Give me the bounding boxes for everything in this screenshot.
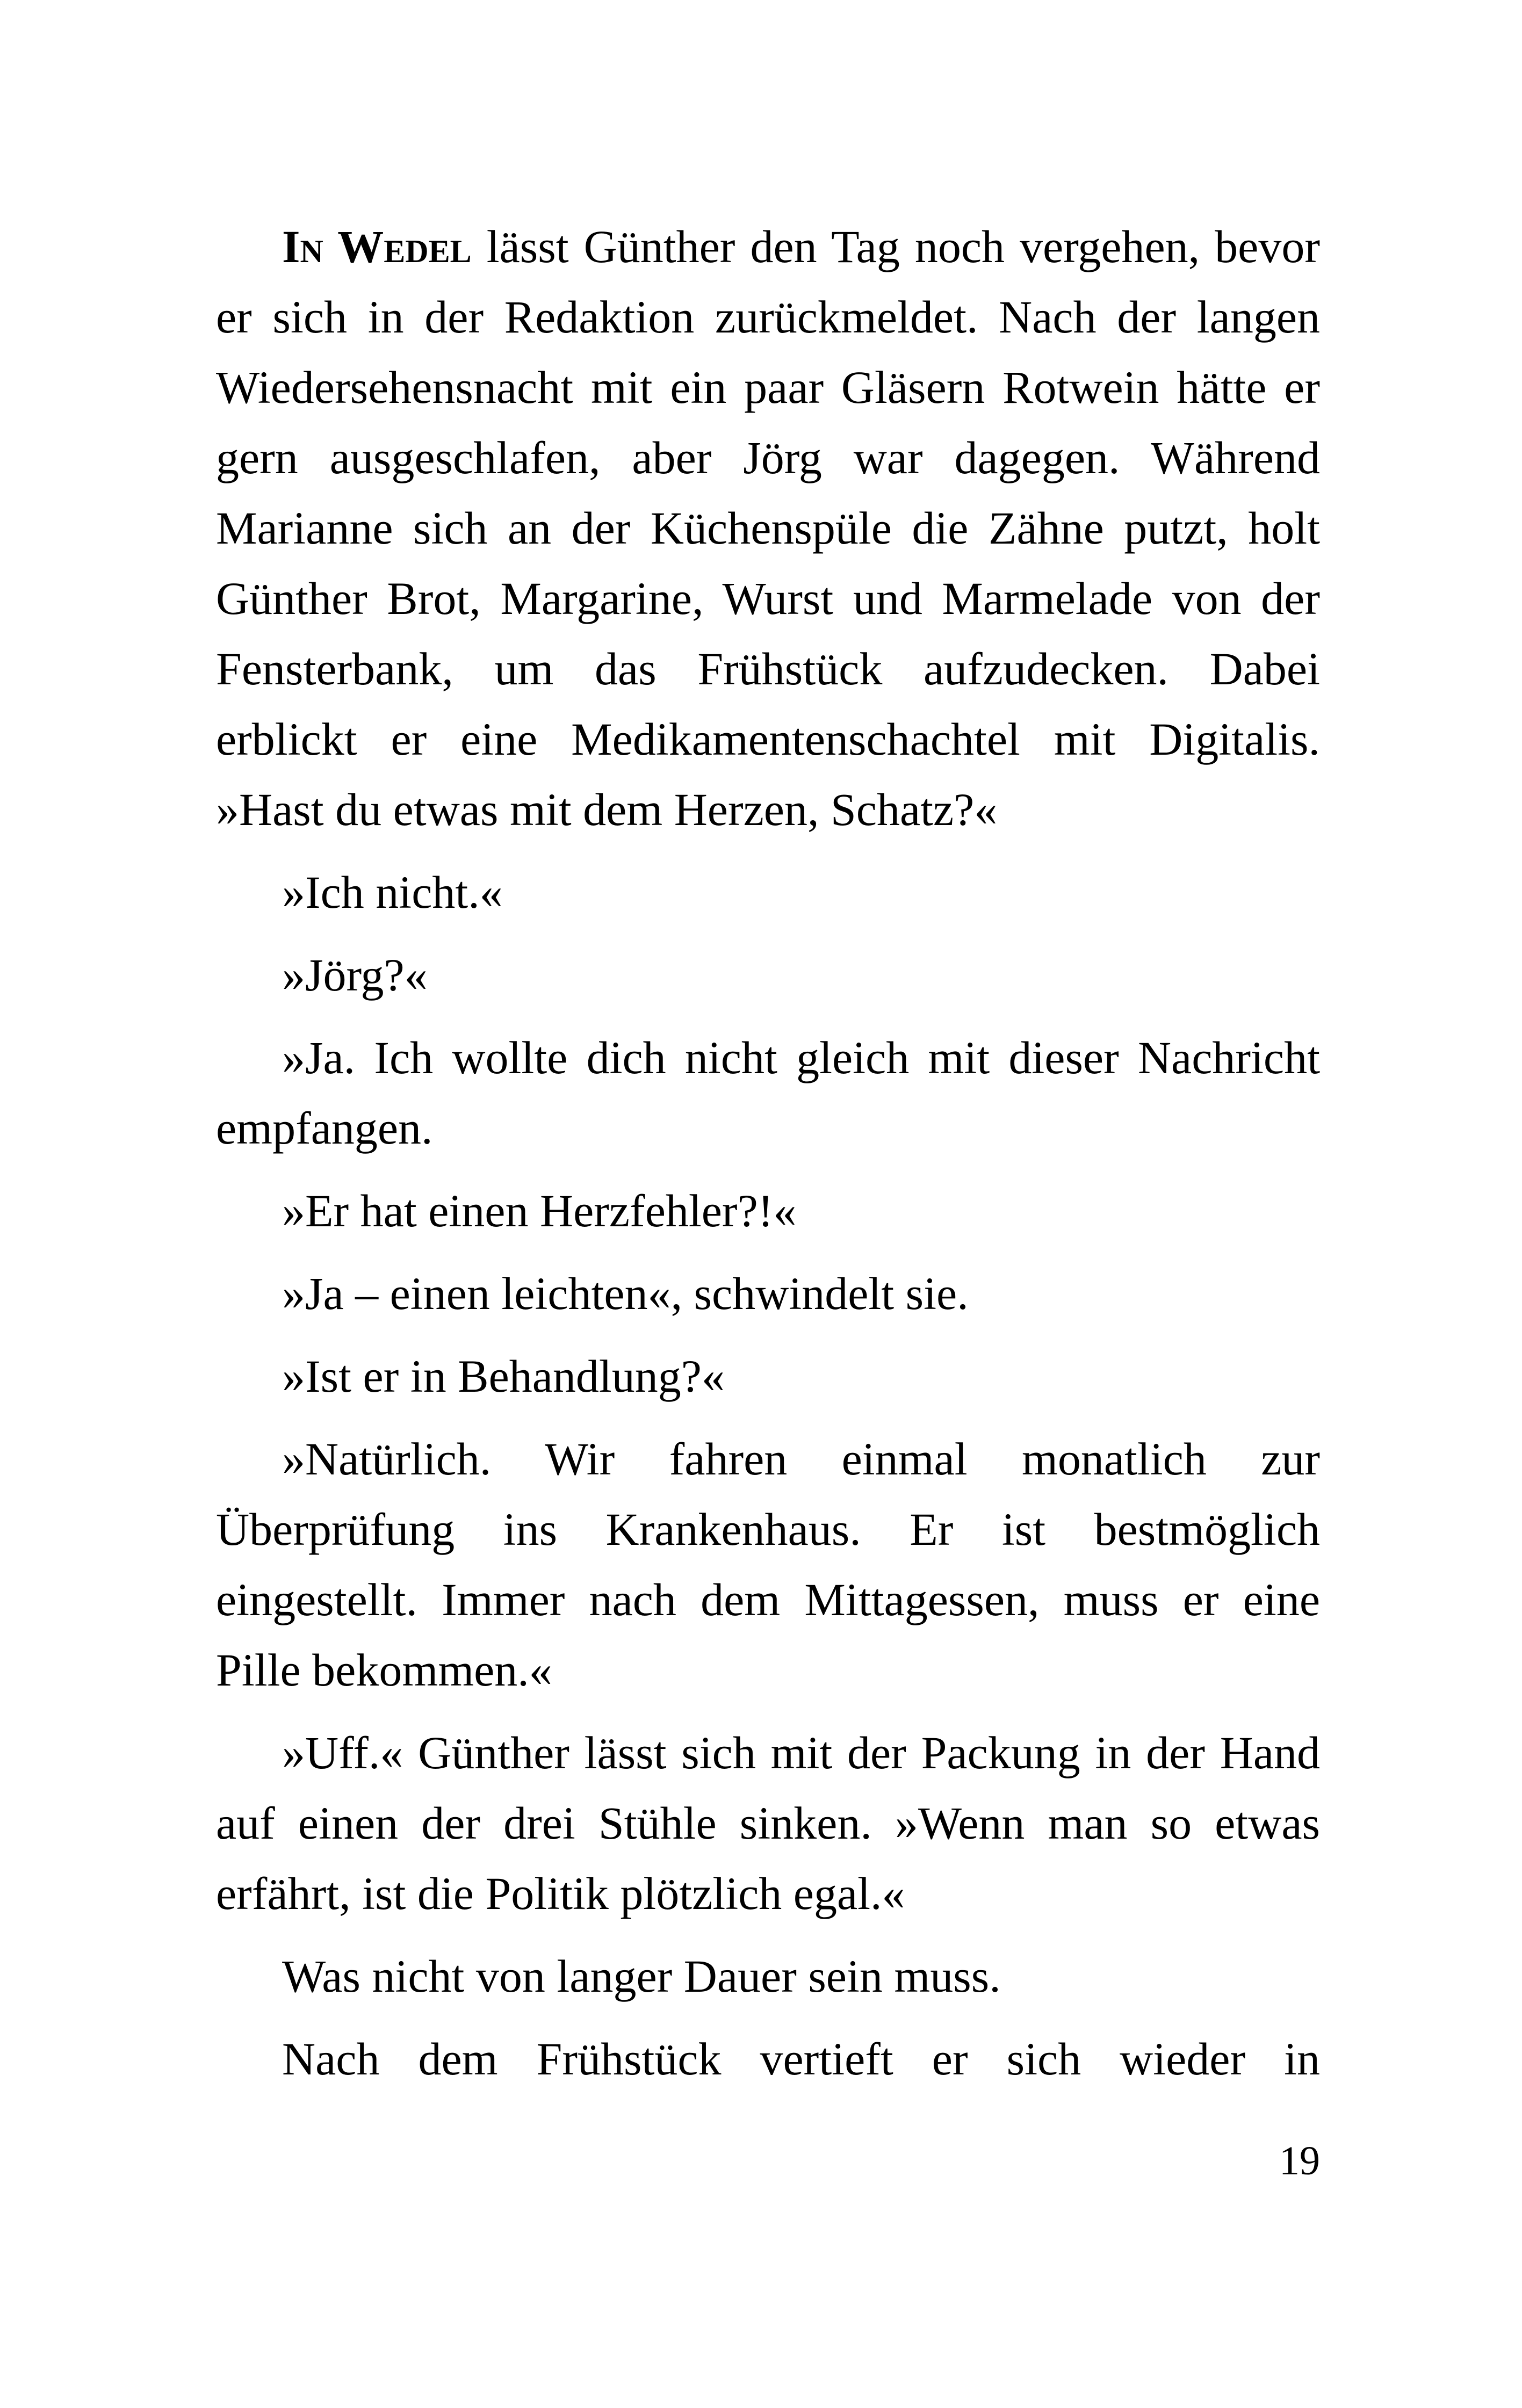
paragraph-4: »Ja. Ich wollte dich nicht gleich mit dieser Nachricht empfangen.: [216, 1032, 1320, 1154]
paragraph-5: »Er hat einen Herzfehler?!«: [282, 1185, 797, 1236]
paragraph-7: »Ist er in Behandlung?«: [282, 1350, 725, 1402]
paragraph-3: »Jörg?«: [282, 949, 428, 1001]
paragraph-6: »Ja – einen leichten«, schwindelt sie.: [282, 1268, 969, 1319]
chapter-lead-in: In Wedel: [282, 221, 472, 272]
body-text: [216, 212, 1320, 2094]
paragraph-8: »Natürlich. Wir fahren einmal monatlich zur Überprüfung ins Krankenhaus. Er ist bestmöglich eingestellt. Immer nach dem Mittagessen, muss er eine Pille bekommen.«: [216, 1433, 1320, 1696]
paragraph-11: Nach dem Frühstück vertieft er sich wieder in: [282, 2033, 1320, 2085]
paragraph-10: Was nicht von langer Dauer sein muss.: [282, 1950, 1001, 2002]
paragraph-9: »Uff.« Günther lässt sich mit der Packung in der Hand auf einen der drei Stühle sinken. »Wenn man so etwas erfährt, ist die Politik plötzlich egal.«: [216, 1727, 1320, 1919]
paragraph-1-text: lässt Günther den Tag noch vergehen, bevor er sich in der Redaktion zurückmeldet. Nach der langen Wiedersehensnacht mit ein paar Gläsern Rotwein hätte er gern ausgeschlafen, aber Jörg war dagegen. Während Marianne sich an der Küchenspüle die Zähne putzt, holt Günther Brot, Margarine, Wurst und Marmelade von der Fensterbank, um das Frühstück aufzudecken. Dabei erblickt er eine Medikamentenschachtel mit Digitalis. »Hast du etwas mit dem Herzen, Schatz?«: [216, 221, 1320, 835]
paragraph-1: [216, 212, 1320, 845]
page-number: 19: [1279, 2138, 1320, 2183]
paragraph-2: »Ich nicht.«: [282, 866, 503, 918]
